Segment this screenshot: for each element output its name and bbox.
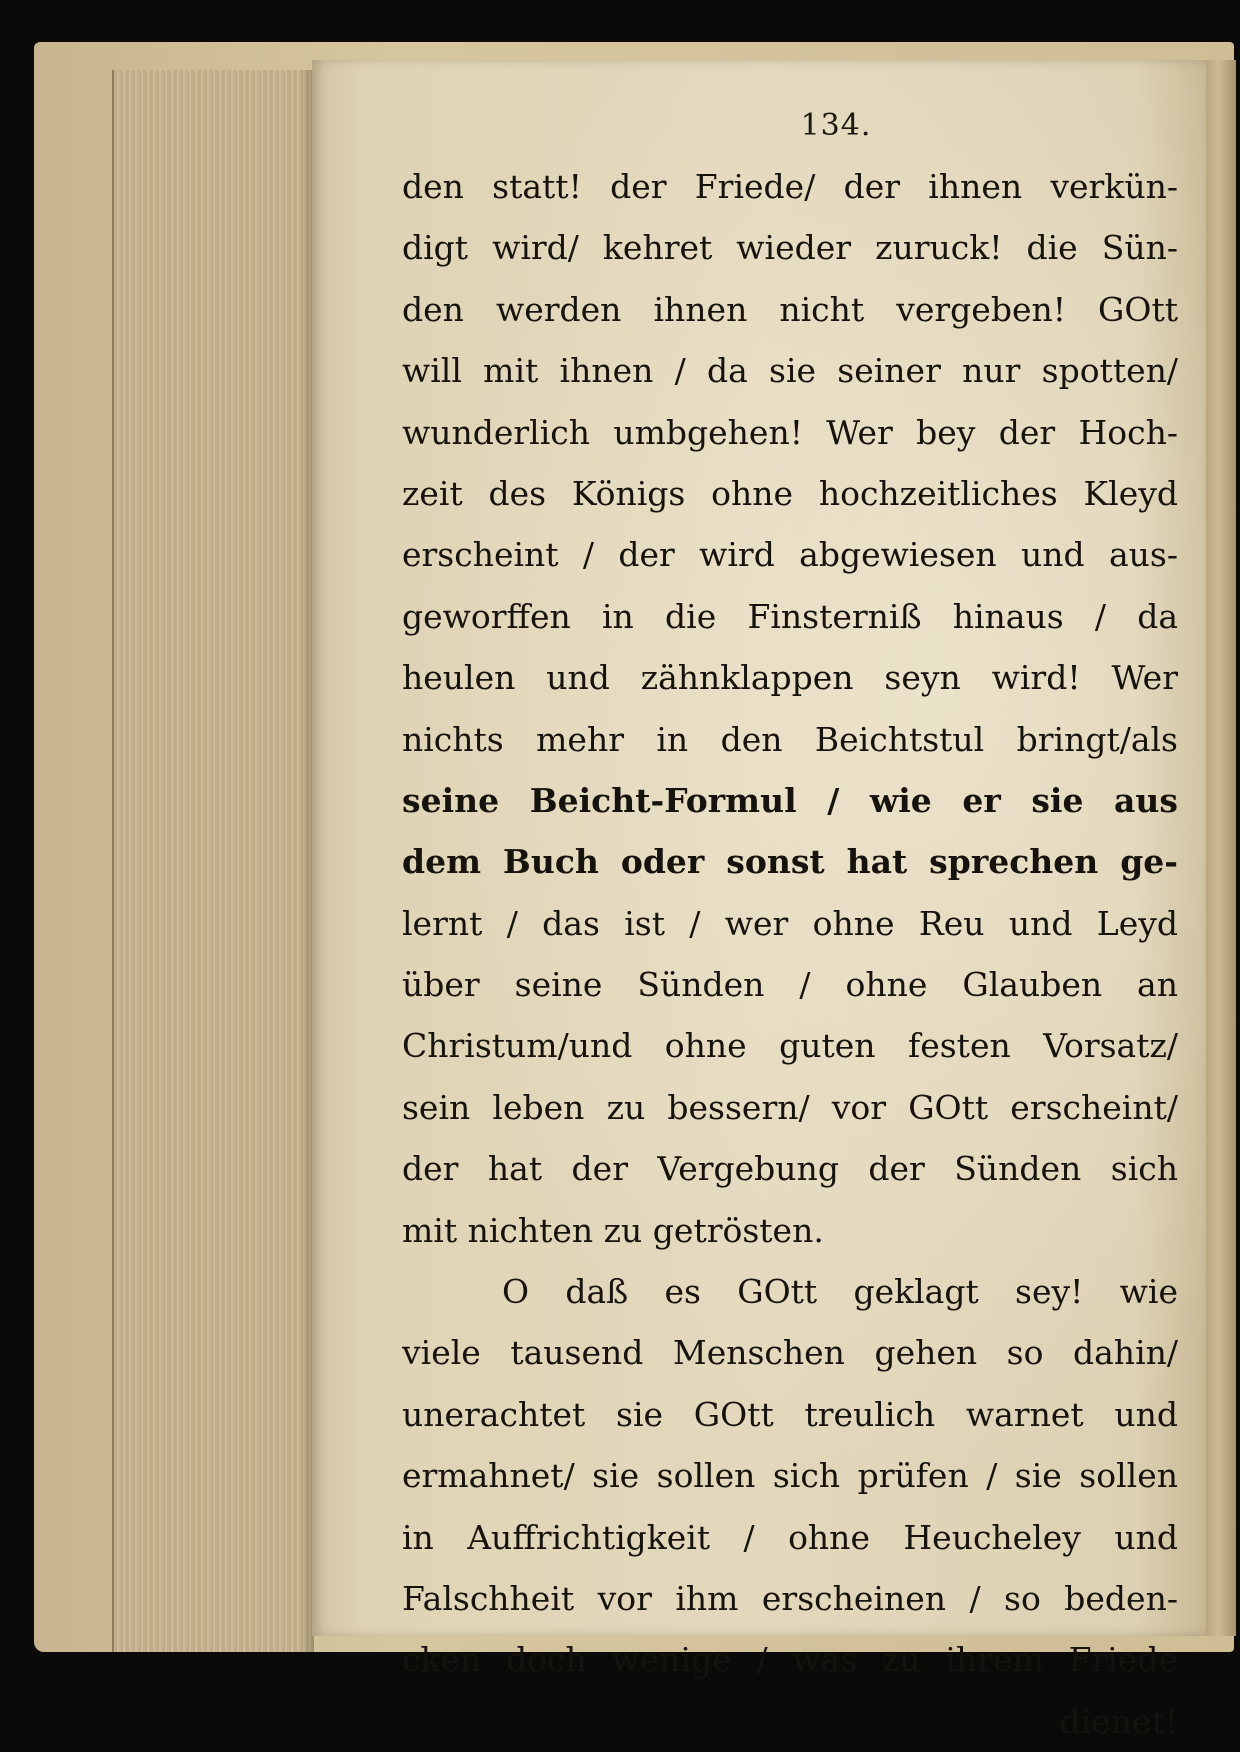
text-line-bold: dem Buch oder sonst hat sprechen ge-: [402, 842, 1178, 882]
text-line: sein leben zu bessern/ vor GOtt erscheint/: [402, 1087, 1178, 1127]
text-line: den statt! der Friede/ der ihnen verkün-: [402, 167, 1178, 206]
text-line: in Auffrichtigkeit / ohne Heucheley und: [402, 1517, 1178, 1557]
paragraph-start-line: O daß es GOtt geklagt sey! wie: [502, 1272, 1178, 1312]
next-page-edge: [1206, 60, 1236, 1636]
text-line: ermahnet/ sie sollen sich prüfen / sie sollen: [402, 1456, 1178, 1496]
text-line: Falschheit vor ihm erscheinen / so beden-: [402, 1578, 1178, 1618]
page-edges: [112, 70, 314, 1652]
page-body-text: [402, 156, 1178, 1752]
text-line-bold: seine Beicht-Formul / wie er sie aus: [402, 780, 1178, 820]
text-line: will mit ihnen / da sie seiner nur spotten/: [402, 351, 1178, 391]
text-line: der hat der Vergebung der Sünden sich: [402, 1149, 1178, 1189]
text-line: viele tausend Menschen gehen so dahin/: [402, 1333, 1178, 1373]
text-line: cken doch wenige / was zu ihrem Friede: [402, 1640, 1178, 1680]
text-line: geworffen in die Finsterniß hinaus / da: [402, 596, 1178, 636]
text-line: nichts mehr in den Beichtstul bringt/als: [402, 719, 1178, 759]
catchword: dienet!: [1059, 1701, 1178, 1741]
text-line: erscheint / der wird abgewiesen und aus-: [402, 535, 1178, 575]
text-line: heulen und zähnklappen seyn wird! Wer: [402, 658, 1178, 698]
text-line: den werden ihnen nicht vergeben! GOtt: [402, 289, 1178, 329]
text-line: wunderlich umbgehen! Wer bey der Hoch-: [402, 412, 1178, 452]
text-line: unerachtet sie GOtt treulich warnet und: [402, 1394, 1178, 1434]
text-line: Christum/und ohne guten festen Vorsatz/: [402, 1026, 1178, 1066]
text-line: über seine Sünden / ohne Glauben an: [402, 965, 1178, 1005]
page-number: 134.: [800, 108, 872, 143]
book-page: [312, 60, 1206, 1741]
text-line: zeit des Königs ohne hochzeitliches Kleyd: [402, 473, 1178, 513]
text-line: mit nichten zu getrösten.: [402, 1210, 824, 1250]
text-line: lernt / das ist / wer ohne Reu und Leyd: [402, 903, 1178, 943]
text-line: digt wird/ kehret wieder zuruck! die Sün-: [402, 228, 1178, 268]
